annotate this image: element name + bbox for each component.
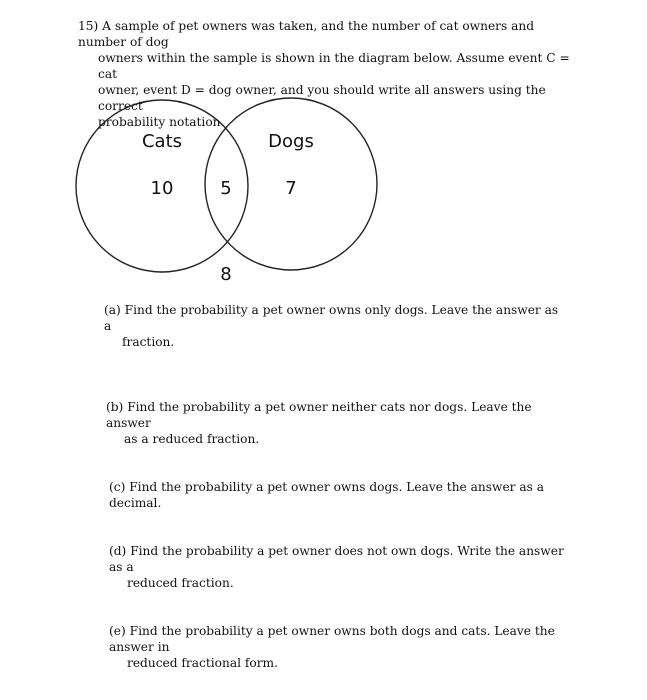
question-d-text: Find the probability a pet owner does not own dogs. Write the answer as a <box>109 544 564 574</box>
question-a-line-2: fraction. <box>122 335 175 349</box>
question-e-line-1 <box>109 623 579 655</box>
question-b <box>106 399 566 447</box>
cats-only-count: 10 <box>150 178 174 199</box>
question-e-text: Find the probability a pet owner owns both dogs and cats. Leave the answer in <box>109 624 555 654</box>
question-c-text: Find the probability a pet owner owns dogs. Leave the answer as a decimal. <box>109 480 545 510</box>
question-d-line-2: reduced fraction. <box>127 576 234 590</box>
question-a-text: Find the probability a pet owner owns only dogs. Leave the answer as a <box>104 303 559 333</box>
question-a <box>104 302 564 350</box>
problem-text-1: A sample of pet owners was taken, and the number of cat owners and number of dog <box>78 19 535 49</box>
question-c-label: (c) <box>109 480 126 494</box>
question-b-line-1 <box>106 399 566 431</box>
venn-diagram <box>0 0 647 300</box>
question-e <box>109 623 579 671</box>
question-b-line-2: as a reduced fraction. <box>124 432 260 446</box>
question-c-line-1 <box>109 479 569 511</box>
question-b-text: Find the probability a pet owner neither cats nor dogs. Leave the answer <box>106 400 532 430</box>
dogs-only-count: 7 <box>285 178 297 199</box>
question-d-line-1 <box>109 543 569 575</box>
cats-label: Cats <box>141 131 183 152</box>
question-b-label: (b) <box>106 400 124 414</box>
question-a-label: (a) <box>104 303 121 317</box>
question-a-line-1 <box>104 302 564 334</box>
question-d <box>109 543 569 591</box>
question-d-label: (d) <box>109 544 127 558</box>
both-count: 5 <box>220 178 232 199</box>
problem-line-4: probability notation. <box>98 115 225 129</box>
question-e-label: (e) <box>109 624 126 638</box>
dogs-label: Dogs <box>268 131 314 152</box>
problem-line-2: owners within the sample is shown in the diagram below. Assume event C = cat <box>98 51 570 81</box>
question-e-line-2: reduced fractional form. <box>127 656 278 670</box>
question-c <box>109 479 569 511</box>
neither-count: 8 <box>220 264 232 285</box>
problem-number: 15) <box>78 19 99 33</box>
problem-line-3: owner, event D = dog owner, and you should write all answers using the correct <box>98 83 546 113</box>
